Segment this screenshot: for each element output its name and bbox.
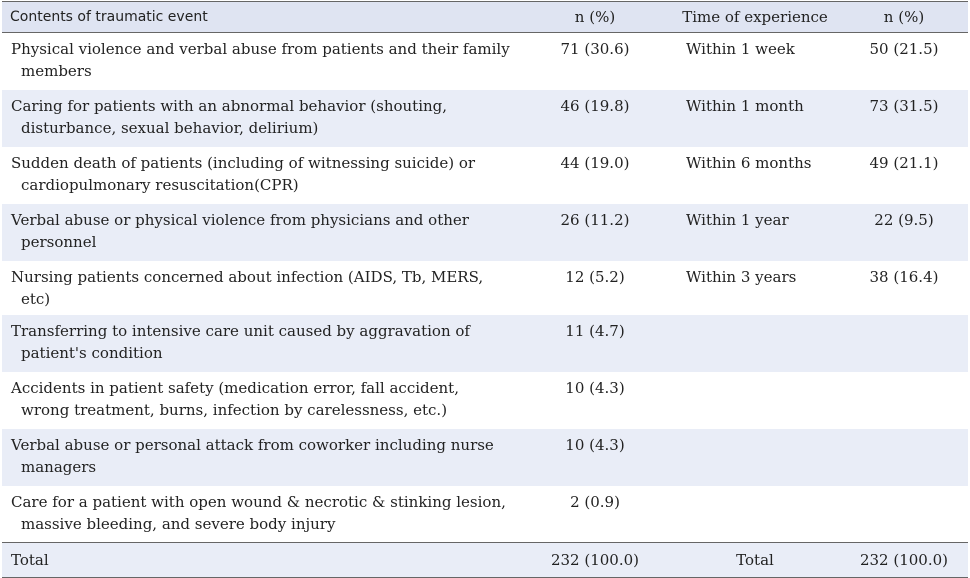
time-cell: Within 1 year [686, 210, 789, 229]
total-n: 232 (100.0) [520, 543, 670, 578]
content-cell: Care for a patient with open wound & necrotic & stinking lesion, massive bleeding, and severe body injury [11, 492, 506, 533]
total-label: Total [2, 543, 520, 578]
table-row [2, 372, 968, 429]
n2-cell [840, 315, 968, 372]
table-row [2, 147, 968, 204]
content-cell: Transferring to intensive care unit caused by aggravation of patient's condition [11, 321, 470, 362]
n-cell: 12 (5.2) [565, 267, 625, 286]
content-cell: Physical violence and verbal abuse from patients and their family members [11, 40, 510, 80]
header-n: n (%) [520, 2, 670, 33]
n-cell: 10 (4.3) [565, 435, 625, 454]
n2-cell: 73 (31.5) [869, 96, 939, 115]
n2-cell [840, 372, 968, 429]
header-row [2, 2, 968, 33]
time-cell [670, 429, 840, 486]
total-n2: 232 (100.0) [840, 543, 968, 578]
n-cell: 10 (4.3) [565, 378, 625, 397]
header-contents: Contents of traumatic event [2, 2, 520, 33]
time-cell: Within 3 years [686, 267, 797, 286]
table-row [2, 429, 968, 486]
n2-cell [840, 429, 968, 486]
total-row [2, 543, 968, 578]
table-row [2, 315, 968, 372]
content-cell: Verbal abuse or physical violence from physicians and other personnel [11, 210, 469, 251]
time-cell [670, 372, 840, 429]
table-row [2, 90, 968, 147]
time-cell [670, 486, 840, 543]
n2-cell: 22 (9.5) [874, 210, 934, 229]
n2-cell: 38 (16.4) [869, 267, 939, 286]
table-row [2, 486, 968, 543]
content-cell: Accidents in patient safety (medication error, fall accident, wrong treatment, burns, infection by carelessness, etc.) [11, 378, 459, 419]
content-cell: Verbal abuse or personal attack from coworker including nurse managers [11, 435, 494, 476]
n-cell: 71 (30.6) [560, 40, 630, 58]
n-cell: 46 (19.8) [560, 96, 630, 115]
traumatic-event-table [2, 1, 968, 578]
content-cell: Nursing patients concerned about infection (AIDS, Tb, MERS, etc) [11, 267, 484, 308]
n-cell: 26 (11.2) [560, 210, 630, 229]
total-time-label: Total [670, 543, 840, 578]
header-n2: n (%) [840, 2, 968, 33]
time-cell: Within 1 month [686, 96, 804, 115]
n-cell: 2 (0.9) [570, 492, 620, 511]
n-cell: 11 (4.7) [565, 321, 625, 340]
n2-cell: 50 (21.5) [869, 40, 939, 58]
table-row [2, 33, 968, 90]
n2-cell [840, 486, 968, 543]
n2-cell: 49 (21.1) [869, 153, 939, 172]
content-cell: Sudden death of patients (including of witnessing suicide) or cardiopulmonary resuscitation(CPR) [11, 153, 476, 194]
time-cell [670, 315, 840, 372]
time-cell: Within 6 months [686, 153, 812, 172]
table-row [2, 204, 968, 261]
content-cell: Caring for patients with an abnormal behavior (shouting, disturbance, sexual behavior, delirium) [11, 96, 448, 137]
time-cell: Within 1 week [686, 40, 795, 58]
table-row [2, 261, 968, 315]
header-time: Time of experience [670, 2, 840, 33]
n-cell: 44 (19.0) [560, 153, 630, 172]
